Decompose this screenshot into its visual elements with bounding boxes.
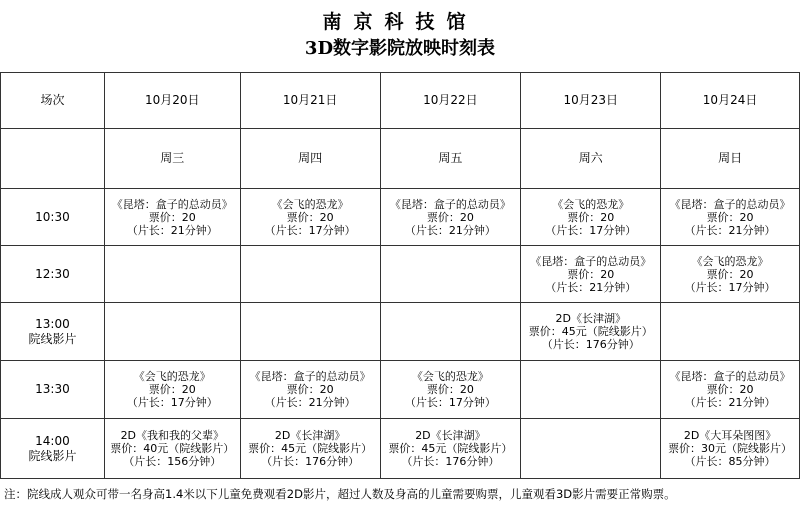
film-title: 《会飞的恐龙》 bbox=[411, 370, 489, 383]
table-row bbox=[1, 246, 800, 303]
empty-cell bbox=[104, 303, 240, 361]
film-duration: （片长：21分钟） bbox=[404, 223, 496, 237]
ticket-price: 票价：45元（院线影片） bbox=[388, 442, 513, 455]
film-duration: （片长：176分钟） bbox=[541, 338, 640, 351]
weekday-header: 周四 bbox=[240, 129, 380, 189]
screening-cell bbox=[661, 189, 800, 246]
screening-cell bbox=[521, 189, 661, 246]
date-header: 10月20日 bbox=[104, 73, 240, 129]
film-duration: （片长：21分钟） bbox=[126, 223, 218, 237]
ticket-price: 票价：20 bbox=[706, 267, 754, 281]
footnote: 注：院线成人观众可带一名身高1.4米以下儿童免费观看2D影片，超过人数及身高的儿童需要购票，儿童观看3D影片需要正常购票。 bbox=[4, 487, 676, 501]
empty-cell bbox=[240, 246, 380, 303]
empty-cell bbox=[661, 303, 800, 361]
table-row bbox=[1, 361, 800, 419]
ticket-price: 票价：20 bbox=[286, 210, 334, 224]
screening-cell bbox=[521, 246, 661, 303]
empty-cell bbox=[521, 361, 661, 419]
weekday-header: 周五 bbox=[380, 129, 521, 189]
date-header: 10月24日 bbox=[661, 73, 800, 129]
screening-cell bbox=[104, 189, 240, 246]
screening-cell bbox=[661, 246, 800, 303]
screening-cell bbox=[240, 189, 380, 246]
schedule-title: 3D数字影院放映时刻表 bbox=[304, 38, 496, 59]
ticket-price: 票价：20 bbox=[286, 383, 334, 396]
empty-cell bbox=[380, 303, 521, 361]
empty-cell bbox=[104, 246, 240, 303]
weekday-header: 周日 bbox=[661, 129, 800, 189]
table-row bbox=[1, 189, 800, 246]
film-title: 2D《长津湖》 bbox=[274, 429, 346, 442]
screening-cell bbox=[661, 419, 800, 479]
film-title: 《昆塔：盒子的总动员》 bbox=[669, 370, 791, 383]
screening-cell bbox=[240, 361, 380, 419]
weekday-header: 周三 bbox=[104, 129, 240, 189]
film-title: 《会飞的恐龙》 bbox=[552, 197, 630, 211]
session-time bbox=[1, 361, 105, 419]
session-time bbox=[1, 303, 105, 361]
empty-cell bbox=[380, 246, 521, 303]
screening-cell bbox=[380, 419, 521, 479]
ticket-price: 票价：20 bbox=[567, 210, 615, 224]
ticket-price: 票价：20 bbox=[148, 383, 196, 396]
film-title: 《会飞的恐龙》 bbox=[691, 254, 769, 268]
film-duration: （片长：21分钟） bbox=[545, 280, 637, 294]
session-label: 场次 bbox=[1, 73, 105, 129]
ticket-price: 票价：45元（院线影片） bbox=[248, 442, 373, 455]
film-duration: （片长：176分钟） bbox=[401, 455, 500, 468]
ticket-price: 票价：20 bbox=[567, 267, 615, 281]
empty-cell bbox=[240, 303, 380, 361]
screening-cell bbox=[661, 361, 800, 419]
ticket-price: 票价：20 bbox=[706, 210, 754, 224]
time-text: 13:00 bbox=[35, 316, 70, 331]
schedule-table bbox=[0, 72, 800, 479]
ticket-price: 票价：20 bbox=[706, 383, 754, 396]
film-title: 《昆塔：盒子的总动员》 bbox=[249, 370, 371, 383]
film-duration: （片长：85分钟） bbox=[684, 455, 776, 468]
film-title: 2D《我和我的父辈》 bbox=[120, 429, 225, 442]
time-text: 12:30 bbox=[35, 266, 70, 281]
film-duration: （片长：21分钟） bbox=[264, 396, 356, 409]
film-duration: （片长：17分钟） bbox=[545, 223, 637, 237]
screening-cell bbox=[380, 361, 521, 419]
session-time bbox=[1, 246, 105, 303]
time-text: 院线影片 bbox=[28, 448, 77, 463]
film-duration: （片长：17分钟） bbox=[684, 280, 776, 294]
film-title: 2D《长津湖》 bbox=[555, 312, 626, 325]
film-title: 2D《长津湖》 bbox=[415, 429, 486, 442]
film-duration: （片长：21分钟） bbox=[684, 223, 776, 237]
weekday-header: 周六 bbox=[521, 129, 661, 189]
ticket-price: 票价：20 bbox=[148, 210, 196, 224]
film-title: 《会飞的恐龙》 bbox=[271, 197, 349, 211]
film-duration: （片长：17分钟） bbox=[264, 223, 356, 237]
film-title: 《昆塔：盒子的总动员》 bbox=[389, 197, 511, 211]
film-duration: （片长：17分钟） bbox=[404, 396, 496, 409]
empty-cell bbox=[1, 129, 105, 189]
film-title: 《昆塔：盒子的总动员》 bbox=[530, 254, 652, 268]
film-title: 《昆塔：盒子的总动员》 bbox=[669, 197, 791, 211]
page-title bbox=[0, 8, 800, 62]
film-duration: （片长：176分钟） bbox=[261, 455, 360, 468]
screening-cell bbox=[104, 361, 240, 419]
ticket-price: 票价：20 bbox=[426, 383, 474, 396]
film-duration: （片长：21分钟） bbox=[684, 396, 776, 409]
film-duration: （片长：156分钟） bbox=[123, 455, 222, 468]
screening-cell bbox=[104, 419, 240, 479]
venue-name: 南京科技馆 bbox=[322, 11, 478, 33]
screening-cell bbox=[380, 189, 521, 246]
screening-cell bbox=[240, 419, 380, 479]
time-text: 13:30 bbox=[35, 382, 70, 396]
ticket-price: 票价：45元（院线影片） bbox=[528, 325, 653, 338]
time-text: 14:00 bbox=[35, 433, 70, 448]
film-title: 《会飞的恐龙》 bbox=[133, 370, 211, 383]
table-row bbox=[1, 419, 800, 479]
table-row bbox=[1, 303, 800, 361]
film-title: 2D《大耳朵图图》 bbox=[683, 429, 777, 442]
empty-cell bbox=[521, 419, 661, 479]
film-duration: （片长：17分钟） bbox=[126, 396, 218, 409]
weekday-row bbox=[1, 129, 800, 189]
ticket-price: 票价：40元（院线影片） bbox=[110, 442, 235, 455]
ticket-price: 票价：30元（院线影片） bbox=[668, 442, 793, 455]
date-header: 10月23日 bbox=[521, 73, 661, 129]
session-time bbox=[1, 189, 105, 246]
date-header: 10月22日 bbox=[380, 73, 521, 129]
session-time bbox=[1, 419, 105, 479]
time-text: 院线影片 bbox=[28, 331, 77, 346]
date-header: 10月21日 bbox=[240, 73, 380, 129]
time-text: 10:30 bbox=[35, 209, 70, 224]
film-title: 《昆塔：盒子的总动员》 bbox=[111, 197, 233, 211]
screening-cell bbox=[521, 303, 661, 361]
date-row bbox=[1, 73, 800, 129]
ticket-price: 票价：20 bbox=[426, 210, 474, 224]
